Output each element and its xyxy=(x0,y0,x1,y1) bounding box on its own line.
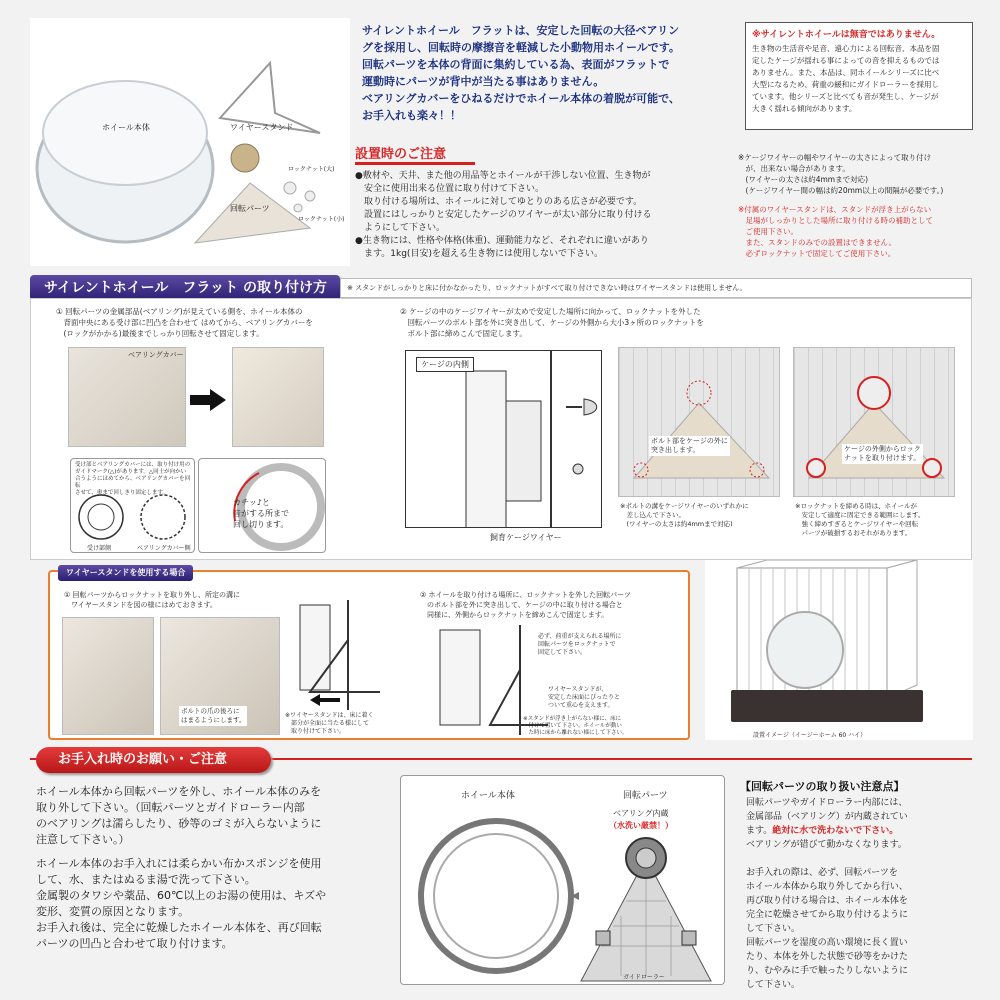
stand-section-header: ワイヤースタンドを使用する場合 xyxy=(58,565,193,581)
cage-photo-locknut: ケージの外側からロック ナットを取り付けます。 xyxy=(793,347,955,497)
rotor-on-cage xyxy=(619,348,779,496)
install-side-notes: ※ケージワイヤーの幅やワイヤーの太さによって取り付け が、出来ない場合があります。 (ワイヤーの太さは約4mmまで対応) (ケージワイヤー間の幅は約20mm以上の間隔が必要です。) ※付属のワイヤースタンドは、スタンドが浮き上がらない 足場がしっかりとした場所に取り付ける時の補助として ご使用下さい。 また、スタンドのみでの設置はできません。 必ずロックナットで固定してご使用下さい。 xyxy=(738,153,944,258)
diagram-guide-roller-label: ガイドローラー xyxy=(623,974,665,981)
attach-section-header: サイレントホイール フラット の取り付け方 xyxy=(30,275,340,301)
guide-mark-detail: 受け部とベアリングカバーには、取り付け用の ガイドマーク(△)があります。△同士が向かい 合うようにはめてから、ベアリングカバーを回転 させて、奥まで回しきり固定します。 受け部側 ベアリングカバー側 xyxy=(70,458,195,553)
stand-label: ワイヤースタンド xyxy=(230,123,294,132)
callout-3: ※スタンドが浮き上がらない様に、床に 付けて置いて下さい。ホイールが動い た時に床から離れない様にして下さい。 xyxy=(523,716,628,736)
diagram-no-water-label: （水洗い厳禁！） xyxy=(609,821,673,830)
rotor-care-text: 回転パーツやガイドローラー内部には、 金属部品（ベアリング）が内蔵されてい ます。絶対に水で洗わないで下さい。 ベアリングが错びて動かなくなります。 お手入れの際は、必ず、回転パーツを ホイール本体から取り外してから行い、 再び取り付ける場合は、ホイール本体を 完全に乾燥させてから取り付けるように して下さい。 回転パーツを湿度の高い環境に長く置い たり、本体を外した状態で砂等をかけた り、むやみに手で触ったりしないように して下さい。 xyxy=(746,798,909,990)
care-section-header: お手入れ時のお願い・ご注意 xyxy=(36,747,271,773)
wheel-label: ホイール本体 xyxy=(102,123,150,132)
diagram-bearing-label: ベアリング内蔵 xyxy=(613,809,669,818)
callout-2: ワイヤースタンドが、 安定した床面にぴったりと ついて重心を支えます。 xyxy=(548,686,621,709)
intro-line: サイレントホイール フラットは、安定した回転の大径ベアリン xyxy=(362,24,680,37)
product-photo xyxy=(30,18,350,266)
attach-photo-2 xyxy=(232,347,324,447)
cage-cross-section-diagram xyxy=(406,351,601,527)
stand-side-diagram xyxy=(290,600,390,715)
cage-image xyxy=(705,560,973,740)
cage-image-caption: 設置イメージ（イージーホーム 60 ハイ） xyxy=(753,732,867,739)
diagram-wheel-label: ホイール本体 xyxy=(461,791,515,801)
cage-illustration xyxy=(705,560,973,735)
guide-mark-diagram xyxy=(73,491,193,546)
arrow-right-icon xyxy=(188,388,228,412)
diagram-rotor-label: 回転パーツ xyxy=(623,791,668,801)
stand-photo-1 xyxy=(62,617,154,735)
cover-side-label: ベアリングカバー側 xyxy=(137,545,191,552)
wheel-and-rotor-diagram xyxy=(401,776,726,986)
click-detail: カチッ♪と 音がする所まで 回し切ります。 xyxy=(198,458,326,553)
care-paragraph-2: ホイール本体のお手入れには柔らかい布かスポンジを使用 して、水、またはぬるま湯で洗って下さい。 金属製のタワシや薬品、60℃以上のお湯の使用は、キズや 変形、変質の原因となります。 お手入れ後は、完全に乾燥したホイール本体を、再び回転 パーツの凹凸と合わせて取り付けます。 xyxy=(36,857,327,950)
notice-title: ※サイレントホイールは無音ではありません。 xyxy=(752,30,941,40)
cage-cross-section xyxy=(405,350,602,528)
product-parts-illustration xyxy=(30,18,350,266)
receiver-label: 受け部側 xyxy=(87,545,112,552)
care-diagram xyxy=(400,775,725,985)
cage-photo-bolt: ボルト部をケージの外に 突き出します。 xyxy=(618,347,780,497)
attach-photo-1 xyxy=(68,347,186,447)
lock-note: ※ロックナットを締める時は、ホイールが 安定して適度に固定できる範囲にします。 強く締めすぎるとケージワイヤーや回転 パーツが破損するおそれがあります。 xyxy=(795,502,925,537)
stand-step1-text: ① 回転パーツからロックナットを取り外し、所定の溝に ワイヤースタンドを図の様にはめておきます。 xyxy=(64,591,240,609)
intro-line: お手入れも楽々！！ xyxy=(362,109,461,122)
stand-photo-2: ボルトの爪の後ろに はまるようにします。 xyxy=(160,617,280,735)
wire-stand-note: ※ワイヤースタンドは、床に着く 部分が全面に当たる様にして 取り付けて下さい。 xyxy=(285,712,374,735)
rotor-label: 回転パーツ xyxy=(230,204,270,213)
bolt-note: ※ボルトの溝をケージワイヤーのいずれかに 差し込んで下さい。 (ワイヤーの太さは約4mmまで対応) xyxy=(620,502,749,528)
cage-inside-label: ケージの内側 xyxy=(416,357,474,372)
notice-body: 生き物の生活音や足音、遠心力による回転音、本品を固 定したケージが揺れる事によっての音を抑えるものでは ありません。また、本品は、同ホイールシリーズに比べ 大型になるため、荷重の緩和にガイドローラーを採用し ています。他シリーズと比べても音が発生し、ケージが 大きく揺れる傾向があります。 xyxy=(752,44,940,113)
attach-step2-text: ② ケージの中のケージワイヤーが太めで安定した場所に向かって、ロックナットを外した 回転パーツのボルト部を外に突き出して、ケージの外側から大小3ヶ所のロックナットを ボルト部に締めこんで固定します。 xyxy=(400,307,704,338)
attach-step1-text: ① 回転パーツの金属部品(ベアリング)が見えている側を、ホイール本体の 背面中央にある受け部に凹凸を合わせて はめてから、ベアリングカバーを (ロックがかかる)最後までしっかり回転させて固定します。 xyxy=(56,307,313,338)
callout-1: 必ず、荷重が支えられる場所に 回転パーツをロックナットで 固定して下さい。 xyxy=(538,633,622,656)
intro-line: ベアリングカバーをひねるだけでホイール本体の着脱が可能で、 xyxy=(362,92,680,105)
locknut-on-cage xyxy=(794,348,954,496)
care-paragraph-1: ホイール本体から回転パーツを外し、ホイール本体のみを 取り外して下さい。（回転パーツとガイドローラー内部 のベアリングは濡らしたり、砂等のゴミが入らないように 注意して下さい。） xyxy=(36,785,322,846)
install-items: ●敷材や、天井、また他の用品等とホイールが干渉しない位置、生き物が 安全に使用出来る位置に取り付けて下さい。 取り付ける場所は、ホイールに対してゆとりのある広さが必要です。 設置にはしっかりと安定したケージのワイヤーが太い部分に取り付ける ようにして下さい。 ●生き物には、性格や体格(体重)、運動能力など、それぞれに違いがあり ます。1kg(目安)を超える生き物には使用しないで下さい。 xyxy=(355,171,652,259)
rotor-care-warning: 絶対に水で洗わないで下さい。 xyxy=(772,826,899,836)
locknut-small-label: ロックナット(小) xyxy=(298,216,345,223)
notice-box xyxy=(745,22,973,130)
bearing-cover-label: ベアリングカバー xyxy=(128,351,184,359)
intro-line: 運動時にパーツが背中が当たる事はありません。 xyxy=(362,75,605,88)
cage-wire-label: 飼育ケージワイヤー xyxy=(490,533,562,542)
stand-step2-text: ② ホイールを取り付ける場所に、ロックナットを外した回転パーツ のボルト部を外に突き出して、ケージの中に取り付ける場合と 同様に、外側からロックナットを締めこんで固定します。 xyxy=(420,591,631,619)
locknut-large-label: ロックナット(大) xyxy=(288,166,335,173)
intro-line: グを採用し、回転時の摩擦音を軽減した小動物用ホイールです。 xyxy=(362,41,680,54)
intro-text xyxy=(362,22,732,124)
attach-subnote-bar: ※ スタンドがしっかりと床に付かなかったり、ロックナットがすべて取り付けできない時はワイヤースタンドは使用しません。 xyxy=(340,278,972,298)
install-title: 設置時のご注意 xyxy=(355,143,475,165)
rotor-care-title: 【回転パーツの取り扱い注意点】 xyxy=(740,780,905,793)
intro-line: 回転パーツを本体の背面に集約している為、表面がフラットで xyxy=(362,58,670,71)
